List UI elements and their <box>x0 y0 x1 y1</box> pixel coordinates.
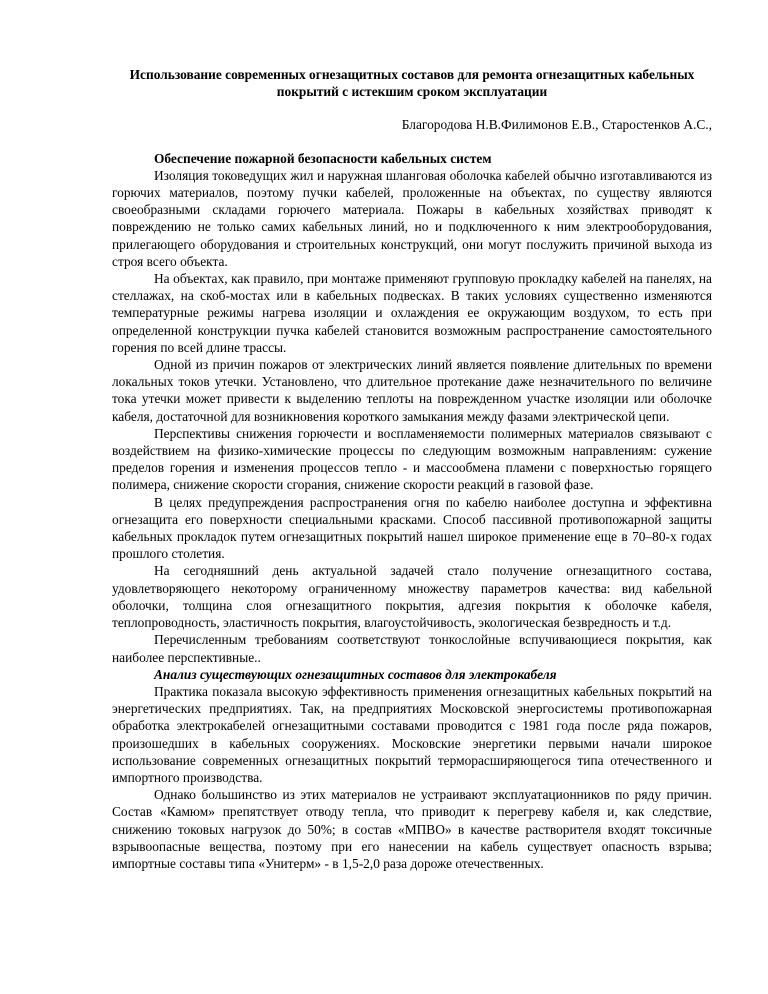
paragraph: Перечисленным требованиям соответствуют тонкослойные вспучивающиеся покрытия, как наиболее перспективные.. <box>112 632 712 665</box>
section-heading: Обеспечение пожарной безопасности кабельных систем <box>154 150 492 166</box>
section-compositions-analysis <box>112 666 712 872</box>
paragraph: Перспективы снижения горючести и воспламеняемости полимерных материалов связывают с воздействием на физико-химические процессы по следующим возможным направлениям: сужение пределов горения и изменения процессов тепло - и массообмена пламени с поверхностью горящего полимера, снижение скорости сгорания, снижение скорости реакций в газовой фазе. <box>112 425 712 493</box>
section-heading: Анализ существующих огнезащитных составов для электрокабеля <box>154 666 557 682</box>
document-title: Использование современных огнезащитных составов для ремонта огнезащитных кабельных покрытий с истекшим сроком эксплуатации <box>129 67 695 100</box>
document-page <box>112 66 712 872</box>
paragraph: Однако большинство из этих материалов не устраивают эксплуатационников по ряду причин. Состав «Камюм» препятствует отводу тепла, что приводит к перегреву кабеля и, как следствие, снижению токовых нагрузок до 50%; в состав «МПВО» в качестве растворителя входят токсичные взрывоопасные вещества, поэтому при его нанесении на кабель существует опасность взрыва; импортные составы типа «Унитерм» - в 1,5-2,0 раза дороже отечественных. <box>112 787 712 871</box>
paragraph: В целях предупреждения распространения огня по кабелю наиболее доступна и эффективна огнезащита его поверхности специальными красками. Способ пассивной противопожарной защиты кабельных прокладок путем огнезащитных покрытий нашел широкое применение еще в 70–80-х годах прошлого столетия. <box>112 494 712 562</box>
paragraph: Одной из причин пожаров от электрических линий является появление длительных по времени локальных токов утечки. Установлено, что длительное протекание даже незначительного по величине тока утечки может привести к выделению теплоты на поврежденном участке изоляции или оболочке кабеля, достаточной для возникновения короткого замыкания между фазами электрической цепи. <box>112 357 712 424</box>
paragraph: Изоляция токоведущих жил и наружная шланговая оболочка кабелей обычно изготавливаются из горючих материалов, поэтому пучки кабелей, проложенные на объектах, по существу являются своеобразными складами горючего материала. Пожары в кабельных хозяйствах приводят к повреждению не только самих кабельных линий, но и подключенного к ним электрооборудования, прилегающего оборудования и строительных конструкций, они могут послужить причиной выхода из строя всего объекта. <box>112 167 712 269</box>
section-fire-safety <box>112 150 712 666</box>
paragraph: На сегодняшний день актуальной задачей стало получение огнезащитного состава, удовлетворяющего некоторому ограниченному множеству параметров качества: вид кабельной оболочки, толщина слоя огнезащитного покрытия, адгезия покрытия к оболочке кабеля, теплопроводность, эластичность покрытия, влагоустойчивость, экологическая безвредность и т.д. <box>112 563 712 631</box>
document-authors: Благородова Н.В.Филимонов Е.В., Старостенков А.С., <box>401 117 712 133</box>
paragraph: На объектах, как правило, при монтаже применяют групповую прокладку кабелей на панелях, на стеллажах, на скоб-мостах или в кабельных подвесках. В таких условиях существенно изменяются температурные режимы нагрева изоляции и охлаждения ее окружающим воздухом, то есть при определенной конструкции пучка кабелей становится возможным распространение самостоятельного горения по всей длине трассы. <box>112 271 712 355</box>
paragraph: Практика показала высокую эффективность применения огнезащитных кабельных покрытий на энергетических предприятиях. Так, на предприятиях Московской энергосистемы противопожарная обработка электрокабелей огнезащитными составами проводится с 1981 года после ряда пожаров, произошедших в кабельных сооружениях. Московские энергетики первыми начали широкое использование современных огнезащитных покрытий терморасширяющегося типа отечественного и импортного производства. <box>112 683 712 785</box>
